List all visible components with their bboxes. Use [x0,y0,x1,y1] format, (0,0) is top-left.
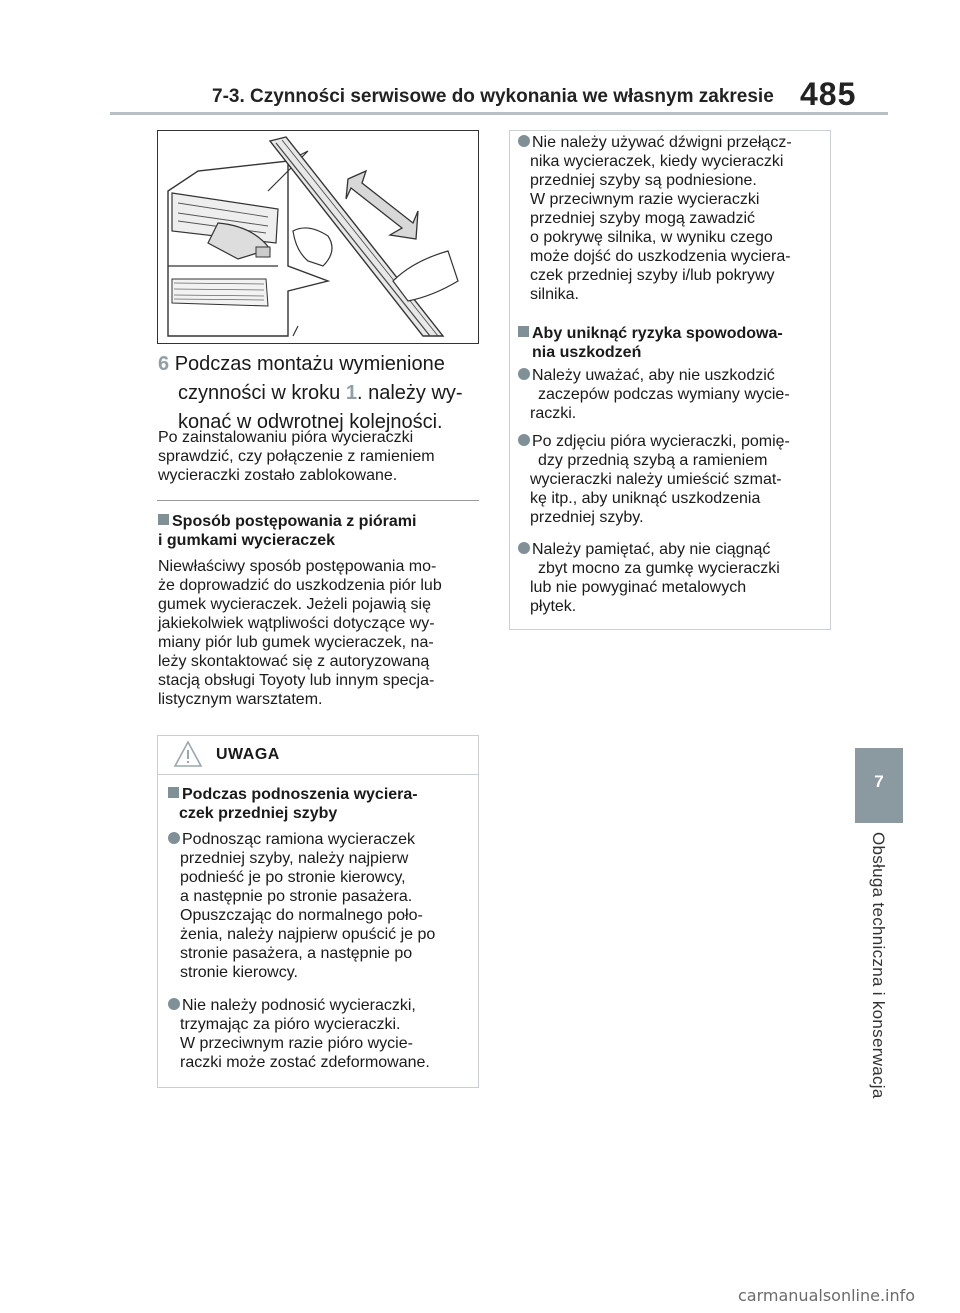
text-line: Nie należy używać dźwigni przełącz- [532,134,792,151]
text-line: miany piór lub gumek wycieraczek, na- [158,634,434,651]
step-text: konać w odwrotnej kolejności. [178,411,443,433]
bullet-icon [518,368,530,380]
text-line: Należy uważać, aby nie uszkodzić [532,367,775,384]
notice-bullet-3 [518,432,828,527]
text-line: silnika. [530,286,579,303]
text-line: że doprowadzić do uszkodzenia piór lub [158,577,442,594]
step-line-1 [158,350,480,379]
text-line: może dojść do uszkodzenia wyciera- [530,248,791,265]
text-line: Po zdjęciu pióra wycieraczki, pomię- [532,433,790,450]
text-line: jakiekolwiek wątpliwości dotyczące wy- [158,615,435,632]
text-line: Niewłaściwy sposób postępowania mo- [158,558,437,575]
text-line: W przeciwnym razie wycieraczki [530,191,760,208]
text-line: czek przedniej szyby i/lub pokrywy [530,267,775,284]
warning-header [157,735,479,775]
warning-bullet-1 [168,830,473,982]
text-line: płytek. [530,598,577,615]
text-line: stronie pasażera, a następnie po [180,945,413,962]
text-line: kę itp., aby uniknąć uszkodzenia [530,490,761,507]
text-line: zaczepów podczas wymiany wycie- [538,386,790,403]
notice-bullet-2 [518,366,828,423]
text-line: stacją obsługi Toyoty lub innym specja- [158,672,435,689]
step-text: Podczas montażu wymienione [174,353,445,375]
text-line: raczki może zostać zdeformowane. [180,1054,430,1071]
warning-triangle-icon [173,740,203,773]
section-title: 7-3. Czynności serwisowe do wykonania we własnym zakresie [212,86,774,107]
heading-text: nia uszkodzeń [532,344,642,361]
bullet-icon [518,542,530,554]
section-body-blades [158,557,480,709]
text-line: przedniej szyby są podniesione. [530,172,757,189]
text-line: listycznym warsztatem. [158,691,323,708]
text-line: a następnie po stronie pasażera. [180,888,413,905]
watermark: carmanualsonline.info [738,1286,916,1305]
text-line: Należy pamiętać, aby nie ciągnąć [532,541,771,558]
text-line: zbyt mocno za gumkę wycieraczki [538,560,780,577]
text-line: leży skontaktować się z autoryzowaną [158,653,430,670]
text-line: Po zainstalowaniu pióra wycieraczki [158,429,414,446]
step-text: czynności w kroku [178,382,341,404]
step-reference: 1 [345,382,357,404]
text-line: trzymając za pióro wycieraczki. [180,1016,401,1033]
square-bullet-icon [168,787,179,798]
text-line: stronie kierowcy. [180,964,298,981]
section-heading-blades [158,512,480,550]
text-line: przedniej szyby mogą zawadzić [530,210,755,227]
text-line: wycieraczki zostało zablokowane. [158,467,398,484]
step-line-2 [158,379,480,408]
text-line: podnieść je po stronie kierowcy, [180,869,406,886]
text-line: o pokrywę silnika, w wyniku czego [530,229,773,246]
header-rule [110,112,888,115]
text-line: wycieraczki należy umieścić szmat- [530,471,782,488]
text-line: przedniej szyby, należy najpierw [180,850,409,867]
text-line: dzy przednią szybą a ramieniem [538,452,768,469]
text-line: gumek wycieraczek. Jeżeli pojawią się [158,596,431,613]
chapter-title: Obsługa techniczna i konserwacja [869,832,888,1099]
bullet-icon [168,998,180,1010]
heading-text: Sposób postępowania z piórami [172,513,417,530]
text-line: Podnosząc ramiona wycieraczek [182,831,415,848]
text-line: lub nie powyginać metalowych [530,579,747,596]
heading-text: Aby uniknąć ryzyka spowodowa- [532,325,783,342]
text-line: nika wycieraczek, kiedy wycieraczki [530,153,784,170]
square-bullet-icon [158,514,169,525]
step-6 [158,350,480,437]
notice-heading [518,324,828,362]
text-line: przedniej szyby. [530,509,644,526]
step-text: . należy wy- [356,382,463,404]
bullet-icon [518,135,530,147]
heading-text: Podczas podnoszenia wyciera- [182,786,418,803]
bullet-icon [518,434,530,446]
wiper-blade-illustration [157,130,479,344]
text-line: sprawdzić, czy połączenie z ramieniem [158,448,435,465]
heading-text: i gumkami wycieraczek [158,532,335,549]
text-line: żenia, należy najpierw opuścić je po [180,926,436,943]
warning-label: UWAGA [216,746,280,763]
text-line: raczki. [530,405,577,422]
warning-heading [168,785,473,823]
chapter-number: 7 [874,772,884,791]
text-line: W przeciwnym razie pióro wycie- [180,1035,413,1052]
divider [157,500,479,501]
page-number: 485 [800,76,857,112]
notice-bullet-4 [518,540,828,616]
install-check-paragraph [158,428,480,485]
step-number: 6 [158,353,170,375]
warning-bullet-2 [168,996,473,1072]
text-line: Opuszczając do normalnego poło- [180,907,423,924]
wiper-blade-icon [158,131,477,342]
square-bullet-icon [518,326,529,337]
bullet-icon [168,832,180,844]
notice-bullet-1 [518,133,828,304]
heading-text: czek przedniej szyby [179,805,338,822]
text-line: Nie należy podnosić wycieraczki, [182,997,416,1014]
